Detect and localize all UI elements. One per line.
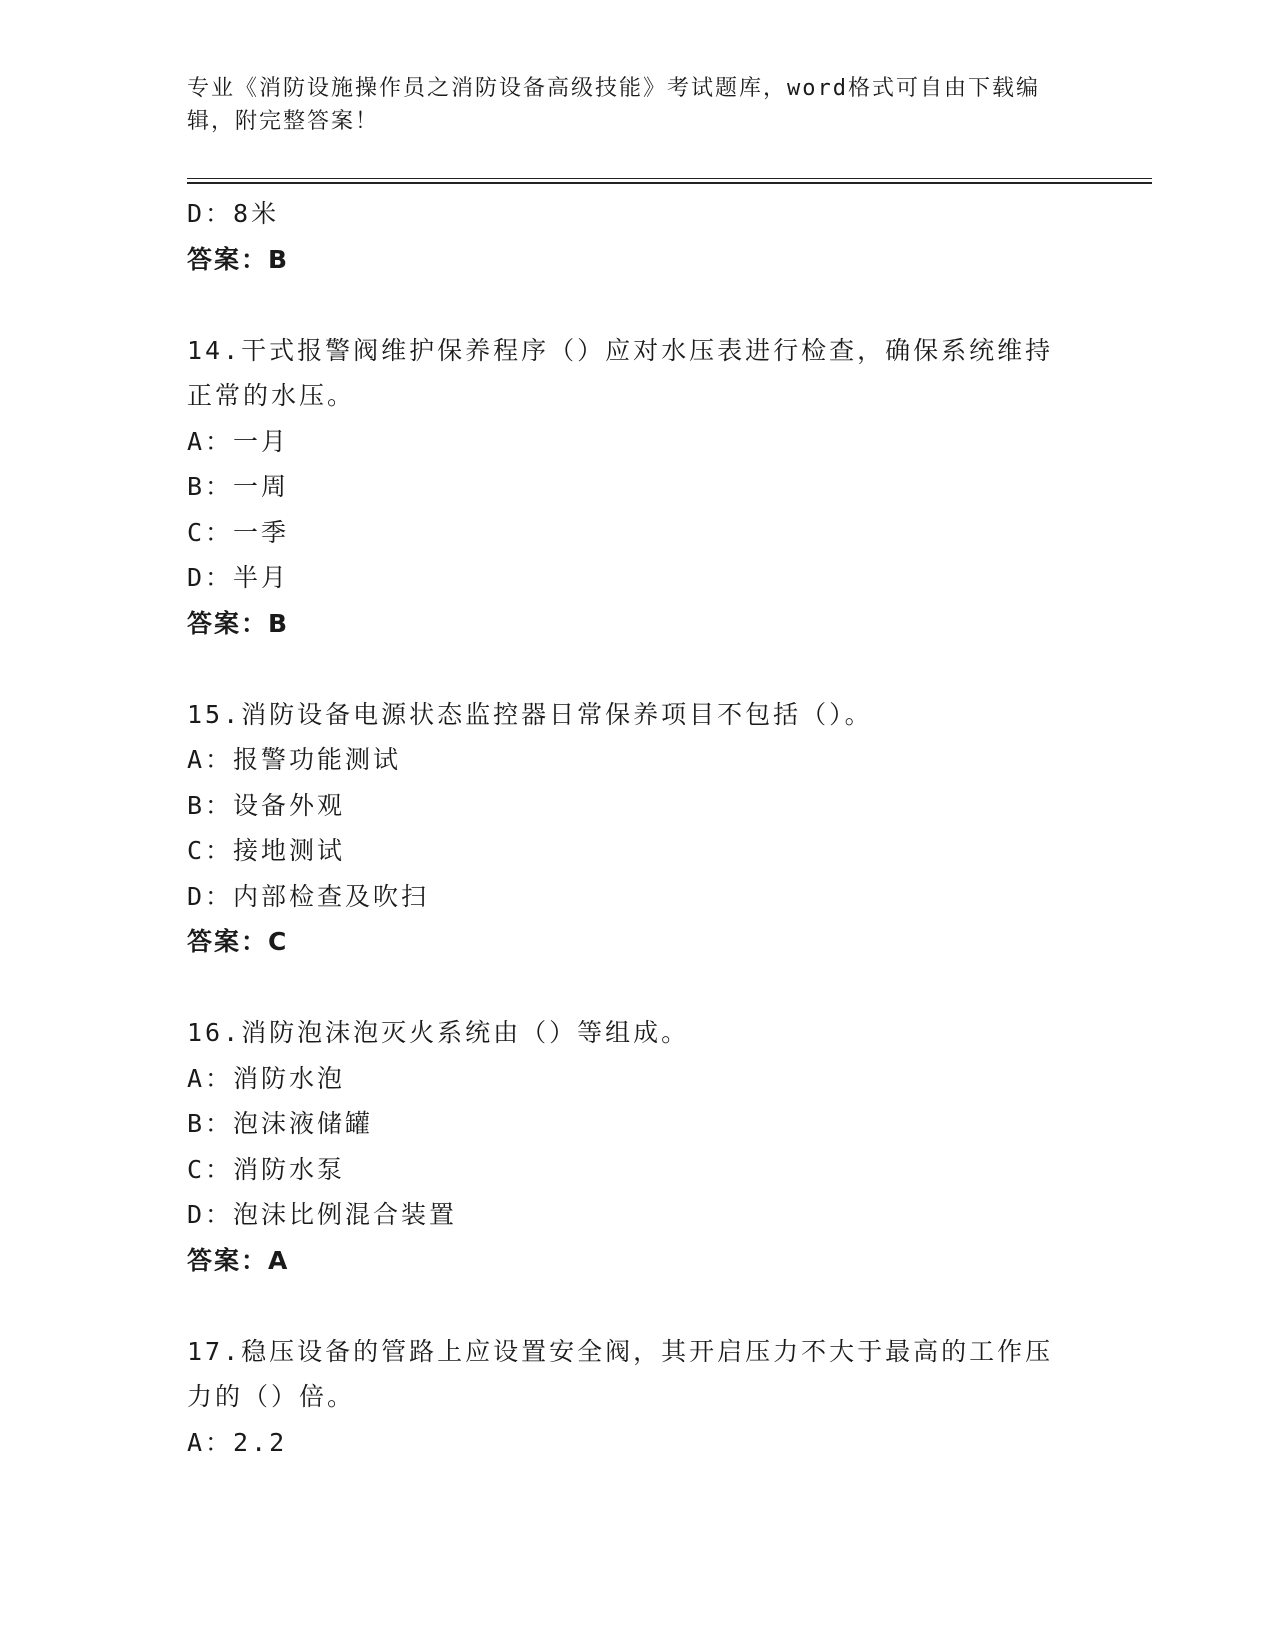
question-content — [187, 191, 1087, 1465]
question-17 — [187, 1329, 1087, 1466]
question-stem-continued: 力的（）倍。 — [187, 1382, 356, 1411]
question-stem: 14.干式报警阀维护保养程序（）应对水压表进行检查，确保系统维持 — [187, 335, 1054, 365]
option-d: D：泡沫比例混合装置 — [187, 1200, 458, 1229]
option-a: A：一月 — [187, 426, 290, 456]
option-b: B：设备外观 — [187, 790, 346, 820]
option-d: D：半月 — [187, 563, 290, 592]
question-16 — [187, 1010, 1087, 1283]
header-divider-thick — [187, 182, 1152, 184]
option-b: B：泡沫液储罐 — [187, 1109, 374, 1138]
question-stem-continued: 正常的水压。 — [187, 381, 356, 410]
question-15 — [187, 692, 1087, 965]
previous-question-tail — [187, 191, 1087, 282]
answer-line: 答案：B — [187, 608, 290, 638]
spacer — [187, 646, 1087, 692]
question-14 — [187, 328, 1087, 647]
header-line-2: 辑，附完整答案！ — [187, 109, 380, 134]
answer-line: 答案：A — [187, 1245, 290, 1275]
option-a: A：消防水泡 — [187, 1063, 346, 1093]
option-c: C：消防水泵 — [187, 1154, 346, 1184]
option-b: B：一周 — [187, 472, 290, 501]
spacer — [187, 965, 1087, 1011]
answer-line: 答案：B — [187, 244, 290, 274]
option-a: A：2.2 — [187, 1427, 288, 1457]
document-header — [187, 72, 1067, 138]
spacer — [187, 1283, 1087, 1329]
option-d: D：内部检查及吹扫 — [187, 881, 430, 911]
option-d: D：8米 — [187, 199, 280, 228]
option-c: C：接地测试 — [187, 836, 346, 865]
header-divider-thin — [187, 178, 1152, 179]
option-a: A：报警功能测试 — [187, 745, 402, 774]
question-stem: 15.消防设备电源状态监控器日常保养项目不包括（）。 — [187, 699, 873, 729]
answer-line: 答案：C — [187, 927, 289, 956]
option-c: C：一季 — [187, 517, 290, 547]
question-stem: 16.消防泡沫泡灭火系统由（）等组成。 — [187, 1018, 690, 1047]
question-stem: 17.稳压设备的管路上应设置安全阀，其开启压力不大于最高的工作压 — [187, 1336, 1054, 1366]
spacer — [187, 282, 1087, 328]
header-line-1: 专业《消防设施操作员之消防设备高级技能》考试题库，word格式可自由下载编 — [187, 76, 1040, 101]
